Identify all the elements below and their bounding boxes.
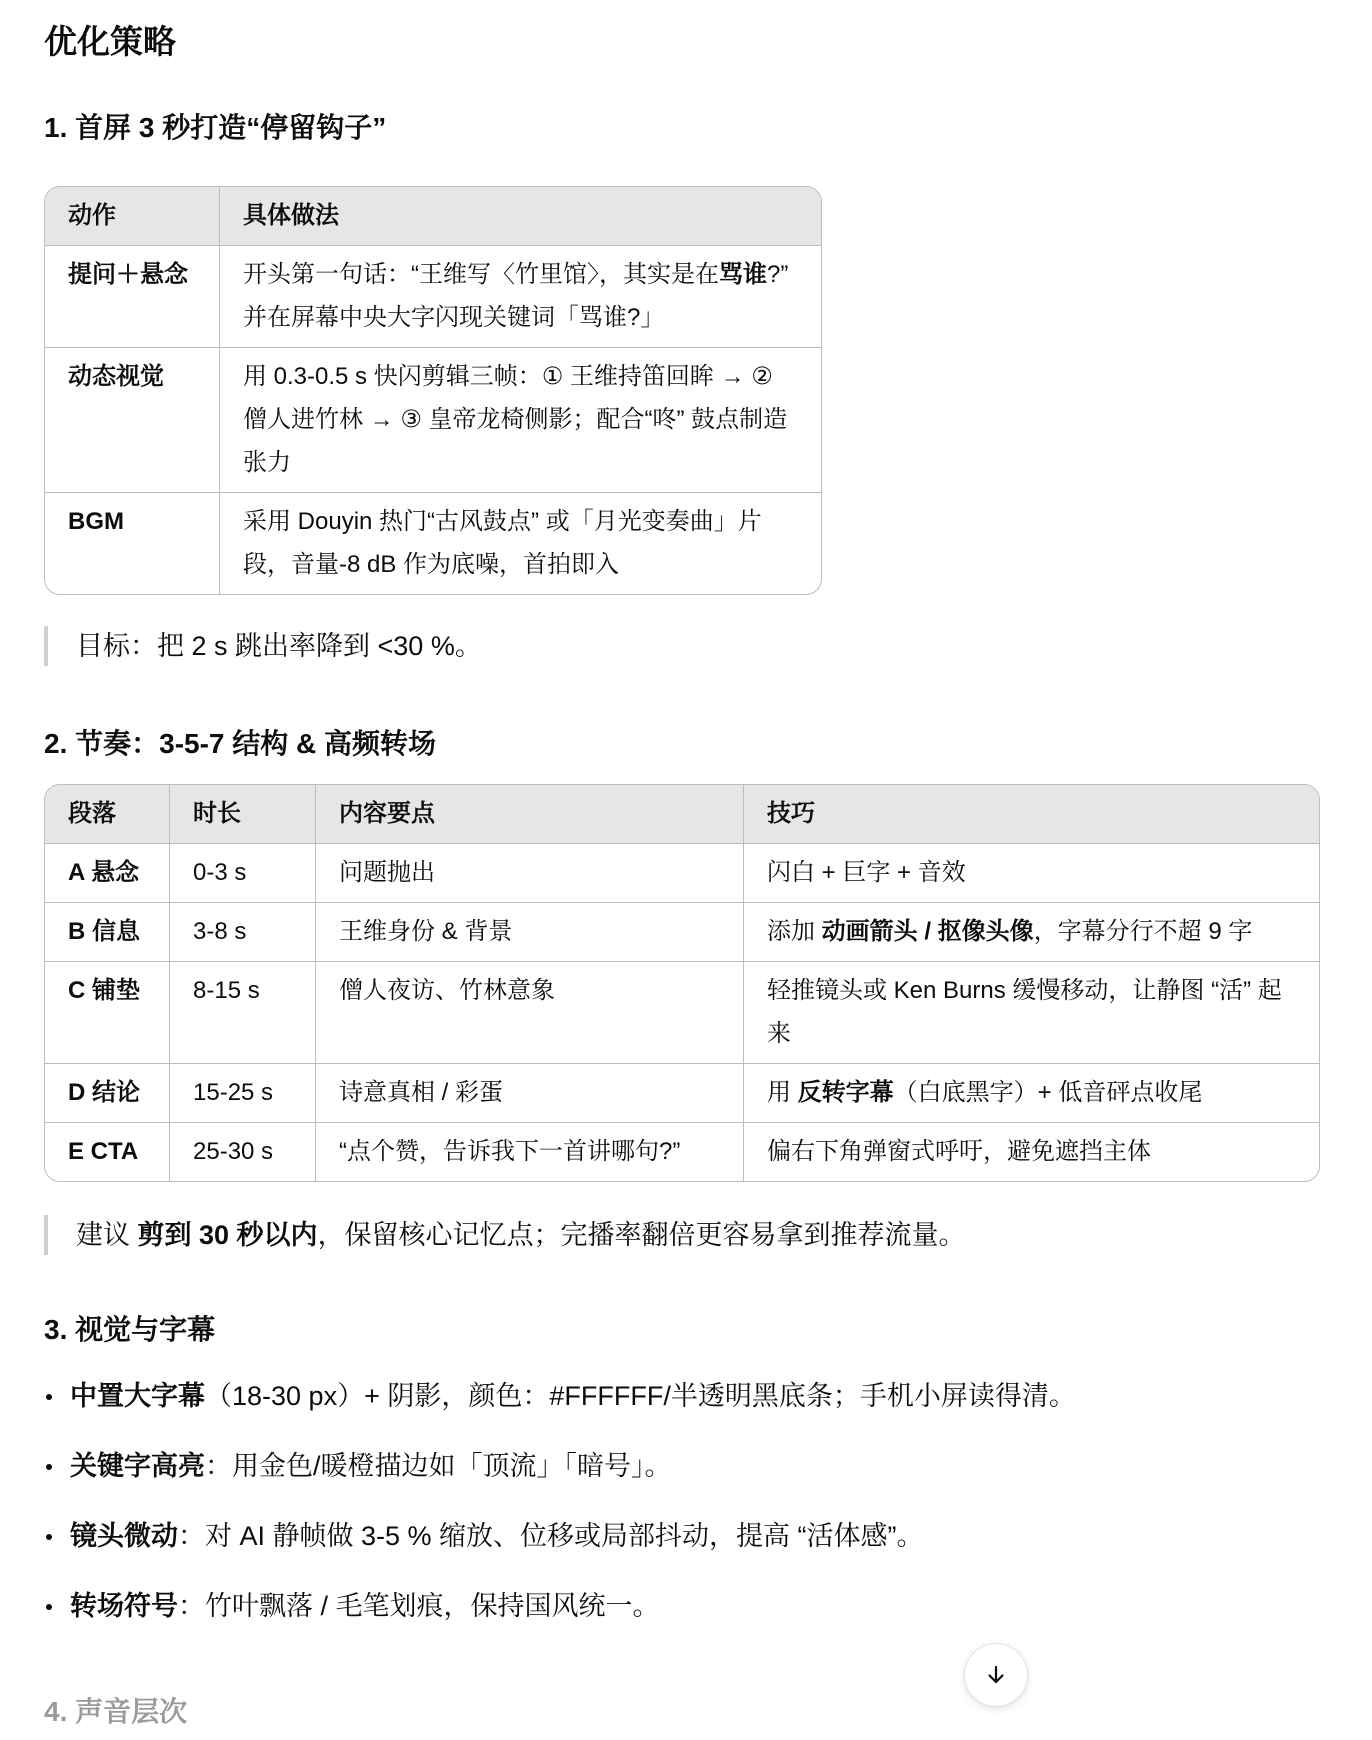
technique-cell <box>744 1064 1319 1123</box>
section-3-heading: 3. 视觉与字幕 <box>44 1314 216 1345</box>
duration-cell: 15-25 s <box>170 1064 316 1123</box>
list-item <box>44 1446 1076 1516</box>
list-item <box>44 1586 1076 1656</box>
scroll-to-bottom-button[interactable] <box>964 1643 1028 1707</box>
arrow-down-icon <box>984 1663 1008 1687</box>
list-item <box>44 1516 1076 1586</box>
technique-text: 添加 <box>767 918 822 945</box>
segment-cell: C 铺垫 <box>45 962 170 1064</box>
column-header: 技巧 <box>744 785 1319 844</box>
list-item-bold: 镜头微动 <box>70 1521 178 1551</box>
quote-text: ，保留核心记忆点；完播率翻倍更容易拿到推荐流量。 <box>317 1220 966 1250</box>
duration-cell: 0-3 s <box>170 844 316 903</box>
technique-cell <box>744 962 1319 1064</box>
suggestion-quote <box>44 1215 966 1255</box>
quote-text: 建议 <box>76 1220 138 1250</box>
technique-text: ，字幕分行不超 9 字 <box>1033 918 1253 945</box>
column-header: 时长 <box>170 785 316 844</box>
technique-bold-text: 动画箭头 / 抠像头像 <box>821 918 1034 945</box>
list-item-bold: 转场符号 <box>70 1591 178 1621</box>
table-row <box>45 1123 1319 1181</box>
segment-cell: B 信息 <box>45 903 170 962</box>
action-cell: 提问＋悬念 <box>45 246 220 348</box>
duration-cell: 25-30 s <box>170 1123 316 1181</box>
list-item-bold: 中置大字幕 <box>70 1381 205 1411</box>
technique-cell <box>744 844 1319 903</box>
column-header: 动作 <box>45 187 220 246</box>
table-row <box>45 903 1319 962</box>
duration-cell: 8-15 s <box>170 962 316 1064</box>
list-item-text: ：竹叶飘落 / 毛笔划痕，保持国风统一。 <box>178 1591 660 1621</box>
hook-table <box>44 186 822 595</box>
content-cell: “点个赞，告诉我下一首讲哪句?” <box>316 1123 744 1181</box>
technique-bold-text: 反转字幕 <box>797 1079 894 1106</box>
table-row <box>45 493 821 594</box>
detail-cell: 采用 Douyin 热门“古风鼓点” 或「月光变奏曲」片段，音量-8 dB 作为底噪，首拍即入 <box>243 508 762 578</box>
segment-cell: D 结论 <box>45 1064 170 1123</box>
duration-cell: 3-8 s <box>170 903 316 962</box>
technique-cell <box>744 903 1319 962</box>
detail-cell: 用 0.3-0.5 s 快闪剪辑三帧：① 王维持笛回眸 → ② 僧人进竹林 → ③ 皇帝龙椅侧影；配合“咚” 鼓点制造张力 <box>220 348 821 493</box>
visual-tips-list <box>44 1376 1076 1656</box>
list-item-text: （18-30 px）+ 阴影，颜色：#FFFFFF/半透明黑底条；手机小屏读得清。 <box>205 1381 1076 1411</box>
section-4-heading: 4. 声音层次 <box>44 1696 188 1727</box>
table-row <box>45 962 1319 1064</box>
content-cell: 僧人夜访、竹林意象 <box>316 962 744 1064</box>
quote-bold-text: 剪到 30 秒以内 <box>137 1220 318 1250</box>
column-header: 具体做法 <box>220 187 821 246</box>
content-cell: 王维身份 & 背景 <box>316 903 744 962</box>
goal-quote: 目标：把 2 s 跳出率降到 <30 %。 <box>44 626 482 666</box>
list-item <box>44 1376 1076 1446</box>
technique-text: （白底黑字）+ 低音砰点收尾 <box>893 1079 1203 1106</box>
technique-text: 闪白 + 巨字 + 音效 <box>767 859 966 886</box>
section-1-heading: 1. 首屏 3 秒打造“停留钩子” <box>44 112 387 143</box>
technique-text: 轻推镜头或 Ken Burns 缓慢移动，让静图 “活” 起来 <box>767 977 1282 1047</box>
segment-cell: A 悬念 <box>45 844 170 903</box>
rhythm-table <box>44 784 1320 1182</box>
action-cell: BGM <box>45 493 220 594</box>
content-cell: 诗意真相 / 彩蛋 <box>316 1064 744 1123</box>
technique-text: 偏右下角弹窗式呼吁，避免遮挡主体 <box>767 1138 1151 1165</box>
page-title: 优化策略 <box>44 23 176 60</box>
table-row <box>45 844 1319 903</box>
segment-cell: E CTA <box>45 1123 170 1181</box>
detail-bold-text: 骂谁 <box>719 261 767 288</box>
table-header-row <box>45 785 1319 844</box>
action-cell: 动态视觉 <box>45 348 220 493</box>
list-item-text: ：对 AI 静帧做 3-5 % 缩放、位移或局部抖动，提高 “活体感”。 <box>178 1521 924 1551</box>
technique-cell <box>744 1123 1319 1181</box>
table-header-row <box>45 187 821 246</box>
section-2-heading: 2. 节奏：3-5-7 结构 & 高频转场 <box>44 728 437 759</box>
technique-text: 用 <box>767 1079 798 1106</box>
content-cell: 问题抛出 <box>316 844 744 903</box>
list-item-bold: 关键字高亮 <box>70 1451 205 1481</box>
detail-text: 开头第一句话：“王维写〈竹里馆〉，其实是在 <box>243 261 719 288</box>
detail-text: ?” 并在屏幕中央大字闪现关键词「骂谁?」 <box>243 261 789 331</box>
detail-cell <box>220 246 821 348</box>
table-row <box>45 1064 1319 1123</box>
table-row <box>45 348 821 493</box>
table-row <box>45 246 821 348</box>
list-item-text: ：用金色/暖橙描边如「顶流」「暗号」。 <box>205 1451 672 1481</box>
column-header: 段落 <box>45 785 170 844</box>
column-header: 内容要点 <box>316 785 744 844</box>
